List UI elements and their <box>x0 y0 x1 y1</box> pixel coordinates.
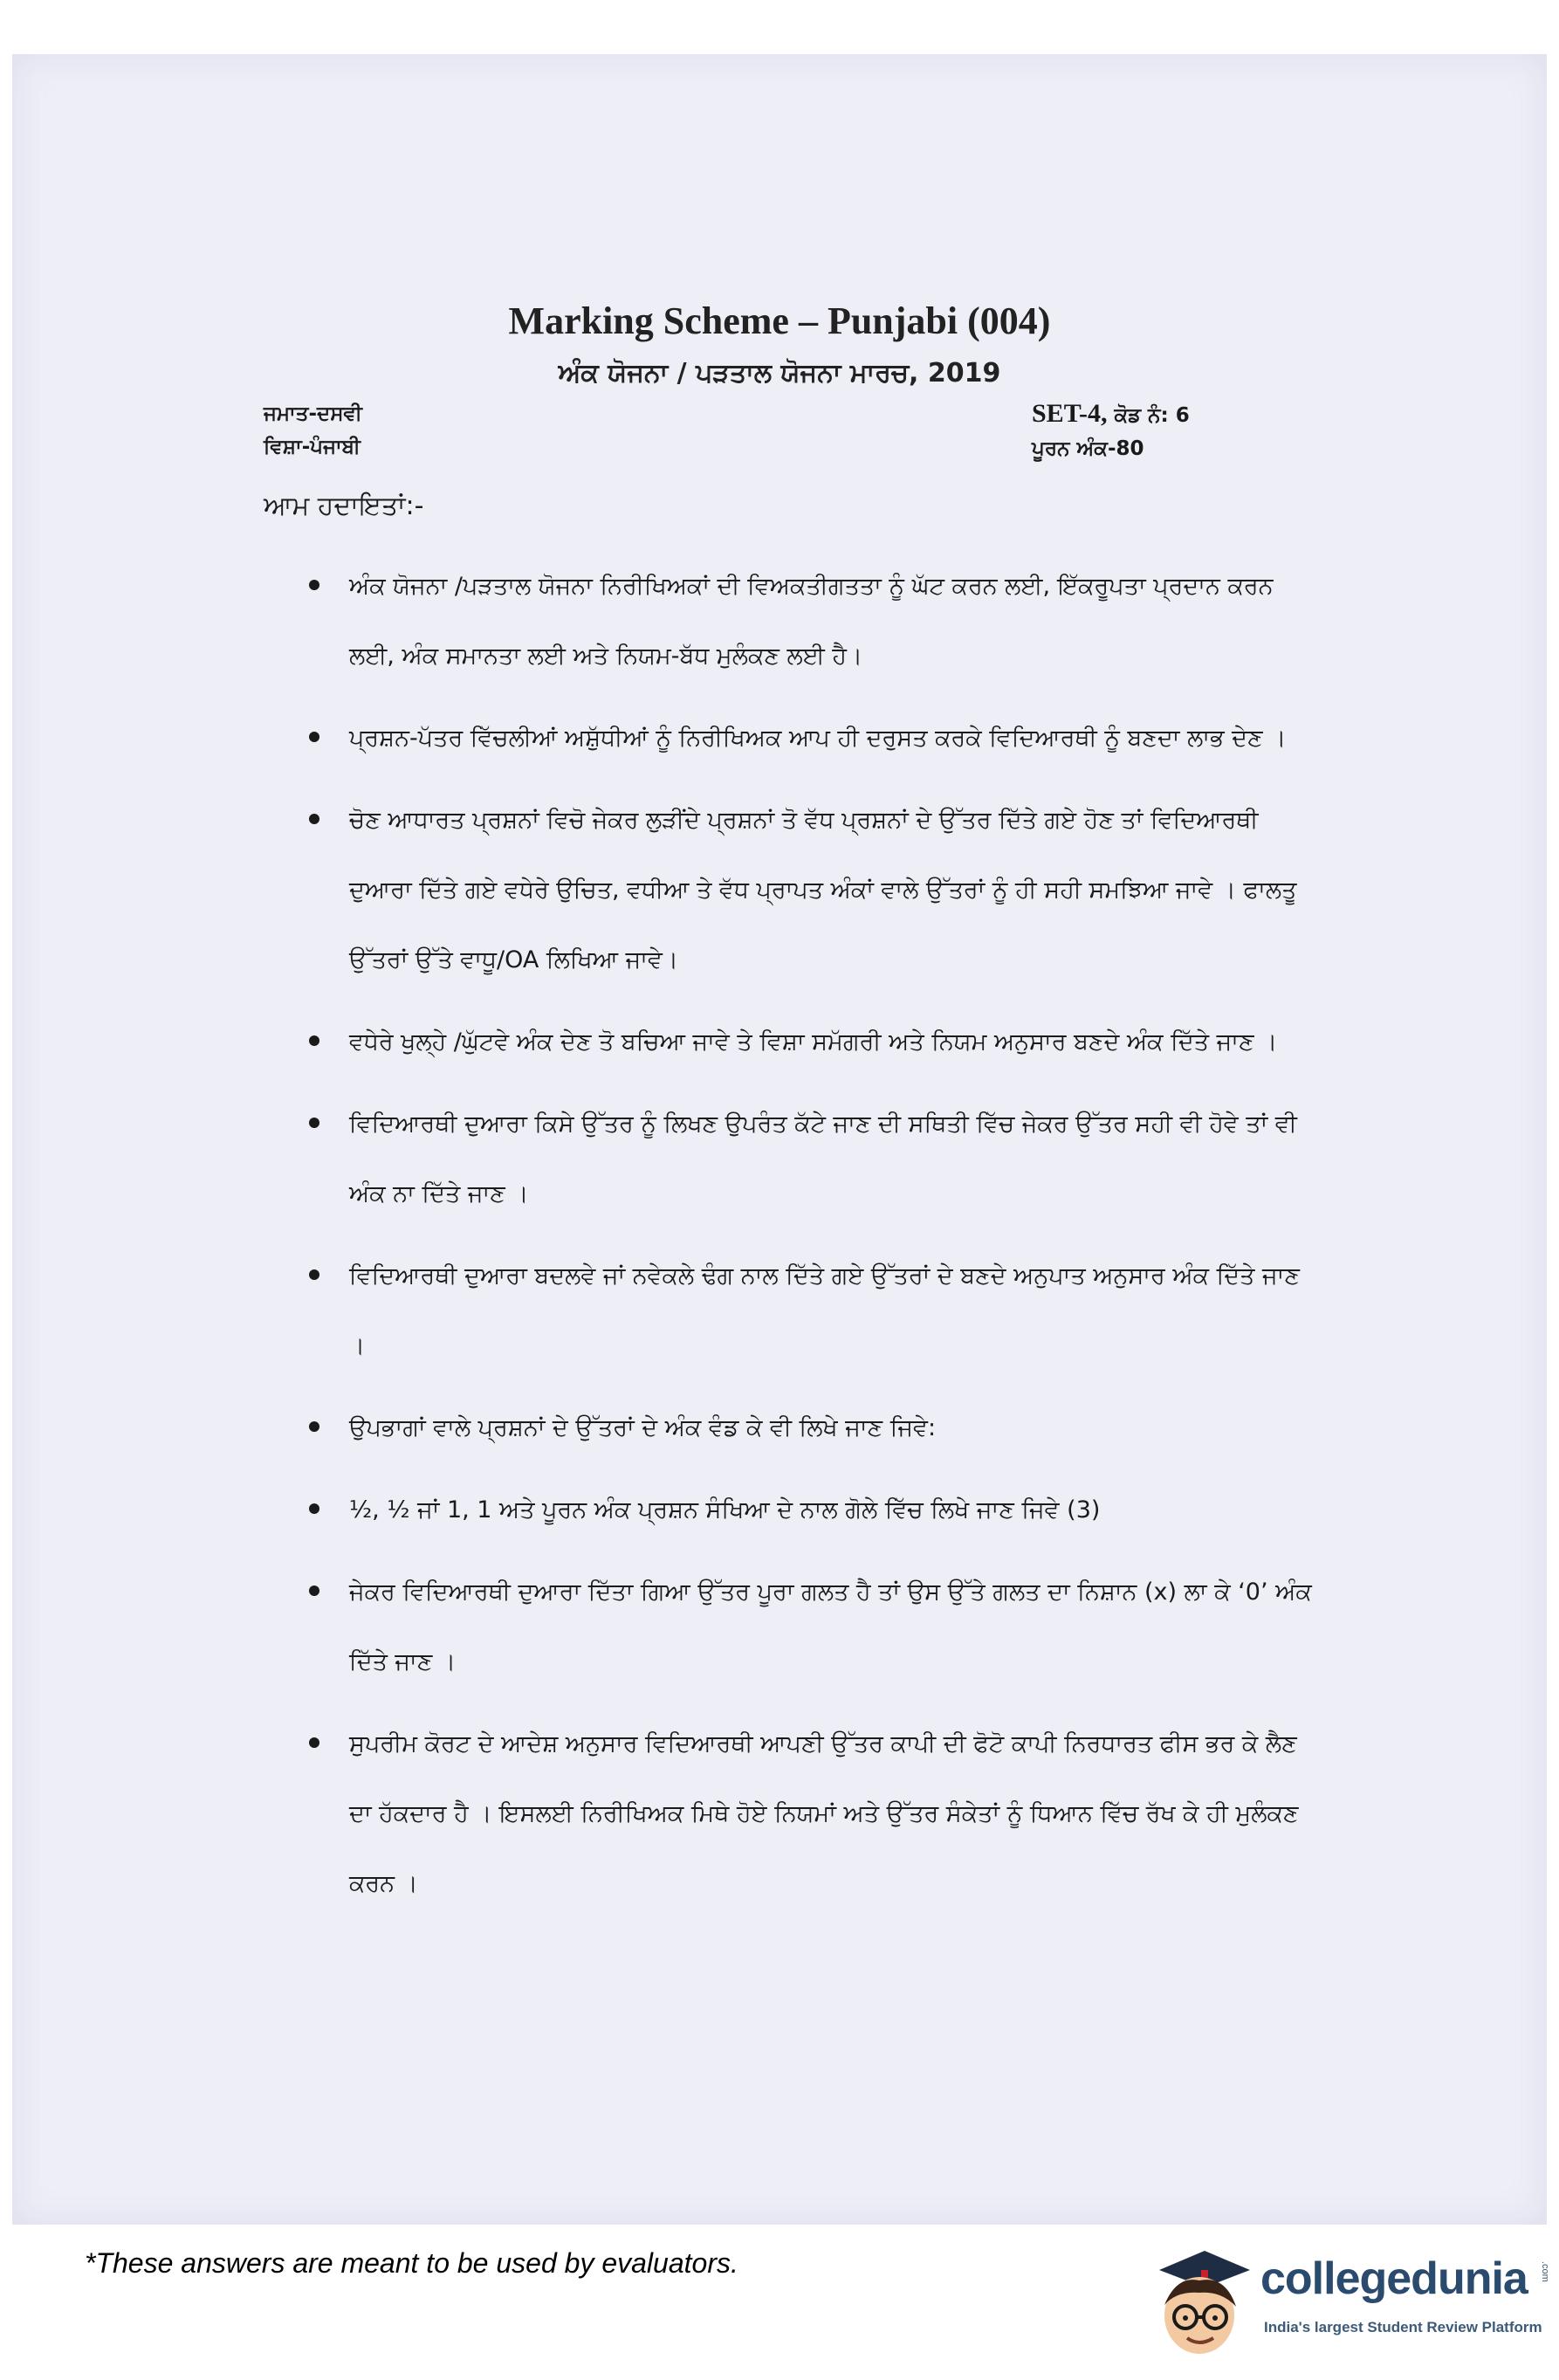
list-item <box>309 1242 1313 1381</box>
list-item <box>309 1008 1313 1077</box>
student-mascot-icon <box>1142 2235 1255 2366</box>
evaluator-footnote: *These answers are meant to be used by evaluators. <box>85 2247 738 2279</box>
brand-tagline: India's largest Student Review Platform <box>1264 2319 1542 2335</box>
bullet-icon <box>309 1269 319 1280</box>
instruction-text: ਸੁਪਰੀਮ ਕੋਰਟ ਦੇ ਆਦੇਸ਼ ਅਨੁਸਾਰ ਵਿਦਿਆਰਥੀ ਆਪਣੀ ਉੱਤਰ ਕਾਪੀ ਦੀ ਫੋਟੋ ਕਾਪੀ ਨਿਰਧਾਰਤ ਫੀਸ ਭਰ ਕੇ ਲੈਣ ਦਾ ਹੱਕਦਾਰ ਹੈ । ਇਸਲਈ ਨਿਰੀਖਿਅਕ ਮਿਥੇ ਹੋਏ ਨਿਯਮਾਂ ਅਤੇ ਉੱਤਰ ਸੰਕੇਤਾਂ ਨੂੰ ਧਿਆਨ ਵਿੱਚ ਰੱਖ ਕੇ ਹੀ ਮੁਲੰਕਣ ਕਰਨ । <box>349 1730 1299 1897</box>
bullet-icon <box>309 1586 319 1596</box>
scanned-document <box>12 54 1547 2225</box>
bullet-icon <box>309 1118 319 1128</box>
class-label: ਜਮਾਤ-ਦਸਵੀ <box>264 402 362 425</box>
instruction-text: ਜੇਕਰ ਵਿਦਿਆਰਥੀ ਦੁਆਰਾ ਦਿੱਤਾ ਗਿਆ ਉੱਤਰ ਪੂਰਾ ਗਲਤ ਹੈ ਤਾਂ ਉਸ ਉੱਤੇ ਗਲਤ ਦਾ ਨਿਸ਼ਾਨ (x) ਲਾ ਕੇ ‘0’ ਅੰਕ ਦਿੱਤੇ ਜਾਣ । <box>349 1579 1312 1675</box>
instruction-text: ½, ½ ਜਾਂ 1, 1 ਅਤੇ ਪੂਰਨ ਅੰਕ ਪ੍ਰਸ਼ਨ ਸੰਖਿਆ ਦੇ ਨਾਲ ਗੋਲੇ ਵਿੱਚ ਲਿਖੇ ਜਾਣ ਜਿਵੇ (3) <box>349 1496 1101 1524</box>
instructions-heading: ਆਮ ਹਦਾਇਤਾਂ:- <box>264 491 424 521</box>
class-subject-block <box>264 397 362 464</box>
instruction-text: ਚੋਣ ਆਧਾਰਤ ਪ੍ਰਸ਼ਨਾਂ ਵਿਚੋ ਜੇਕਰ ਲੁੜੀਂਦੇ ਪ੍ਰਸ਼ਨਾਂ ਤੋ ਵੱਧ ਪ੍ਰਸ਼ਨਾਂ ਦੇ ਉੱਤਰ ਦਿੱਤੇ ਗਏ ਹੋਣ ਤਾਂ ਵਿਦਿਆਰਥੀ ਦੁਆਰਾ ਦਿੱਤੇ ਗਏ ਵਧੇਰੇ ਉਚਿਤ, ਵਧੀਆ ਤੇ ਵੱਧ ਪ੍ਰਾਪਤ ਅੰਕਾਂ ਵਾਲੇ ਉੱਤਰਾਂ ਨੂੰ ਹੀ ਸਹੀ ਸਮਝਿਆ ਜਾਵੇ । ਫਾਲਤੂ ਉੱਤਰਾਂ ਉੱਤੇ ਵਾਧੂ/OA ਲਿਖਿਆ ਜਾਵੇ। <box>349 807 1297 973</box>
instruction-text: ਅੰਕ ਯੋਜਨਾ /ਪੜਤਾਲ ਯੋਜਨਾ ਨਿਰੀਖਿਅਕਾਂ ਦੀ ਵਿਅਕਤੀਗਤਤਾ ਨੂੰ ਘੱਟ ਕਰਨ ਲਈ, ਇੱਕਰੂਪਤਾ ਪ੍ਰਦਾਨ ਕਰਨ ਲਈ, ਅੰਕ ਸਮਾਨਤਾ ਲਈ ਅਤੇ ਨਿਯਮ-ਬੱਧ ਮੁਲੰਕਣ ਲਈ ਹੈ। <box>349 573 1274 670</box>
set-label: SET-4, <box>1032 399 1108 428</box>
brand-suffix: .com <box>1540 2261 1550 2282</box>
bullet-icon <box>309 580 319 590</box>
list-item <box>309 1090 1313 1229</box>
bullet-icon <box>309 1503 319 1514</box>
bullet-icon <box>309 732 319 742</box>
code-label: ਕੋਡ ਨੰ: 6 <box>1114 404 1190 427</box>
collegedunia-logo[interactable] <box>1142 2235 1552 2366</box>
instruction-text: ਪ੍ਰਸ਼ਨ-ਪੱਤਰ ਵਿੱਚਲੀਆਂ ਅਸ਼ੁੱਧੀਆਂ ਨੂੰ ਨਿਰੀਖਿਅਕ ਆਪ ਹੀ ਦਰੁਸਤ ਕਰਕੇ ਵਿਦਿਆਰਥੀ ਨੂੰ ਬਣਦਾ ਲਾਭ ਦੇਣ । <box>349 725 1287 752</box>
instructions-list <box>309 552 1313 1931</box>
list-item <box>309 704 1313 774</box>
max-marks-label: ਪੂਰਨ ਅੰਕ-80 <box>1032 437 1144 460</box>
set-code-block <box>1032 397 1190 465</box>
instruction-text: ਵਿਦਿਆਰਥੀ ਦੁਆਰਾ ਕਿਸੇ ਉੱਤਰ ਨੂੰ ਲਿਖਣ ਉਪਰੰਤ ਕੱਟੇ ਜਾਣ ਦੀ ਸਥਿਤੀ ਵਿੱਚ ਜੇਕਰ ਉੱਤਰ ਸਹੀ ਵੀ ਹੋਵੇ ਤਾਂ ਵੀ ਅੰਕ ਨਾ ਦਿੱਤੇ ਜਾਣ । <box>349 1111 1297 1207</box>
subject-label: ਵਿਸ਼ਾ-ਪੰਜਾਬੀ <box>264 436 361 458</box>
bullet-icon <box>309 1035 319 1046</box>
bullet-icon <box>309 814 319 824</box>
bullet-icon <box>309 1737 319 1748</box>
instruction-text: ਵਧੇਰੇ ਖੁਲ੍ਹੇ /ਘੁੱਟਵੇ ਅੰਕ ਦੇਣ ਤੋ ਬਚਿਆ ਜਾਵੇ ਤੇ ਵਿਸ਼ਾ ਸਮੱਗਰੀ ਅਤੇ ਨਿਯਮ ਅਨੁਸਾਰ ਬਣਦੇ ਅੰਕ ਦਿੱਤੇ ਜਾਣ । <box>349 1028 1278 1056</box>
list-item <box>309 1709 1313 1919</box>
list-item <box>309 1393 1313 1463</box>
marking-scheme-title: Marking Scheme – Punjabi (004) <box>508 299 1051 342</box>
brand-name: collegedunia <box>1260 2253 1528 2304</box>
bullet-icon <box>309 1421 319 1432</box>
instruction-text: ਵਿਦਿਆਰਥੀ ਦੁਆਰਾ ਬਦਲਵੇ ਜਾਂ ਨਵੇਕਲੇ ਢੰਗ ਨਾਲ ਦਿੱਤੇ ਗਏ ਉੱਤਰਾਂ ਦੇ ਬਣਦੇ ਅਨੁਪਾਤ ਅਨੁਸਾਰ ਅੰਕ ਦਿੱਤੇ ਜਾਣ । <box>349 1262 1300 1359</box>
list-item <box>309 1558 1313 1697</box>
set-line <box>1032 397 1190 432</box>
marking-scheme-subtitle: ਅੰਕ ਯੋਜਨਾ / ਪੜਤਾਲ ਯੋਜਨਾ ਮਾਰਚ, 2019 <box>558 358 1001 389</box>
instruction-text: ਉਪਭਾਗਾਂ ਵਾਲੇ ਪ੍ਰਸ਼ਨਾਂ ਦੇ ਉੱਤਰਾਂ ਦੇ ਅੰਕ ਵੰਡ ਕੇ ਵੀ ਲਿਖੇ ਜਾਣ ਜਿਵੇ: <box>349 1414 937 1441</box>
list-item <box>309 786 1313 995</box>
list-item <box>309 552 1313 691</box>
list-item <box>309 1475 1313 1545</box>
